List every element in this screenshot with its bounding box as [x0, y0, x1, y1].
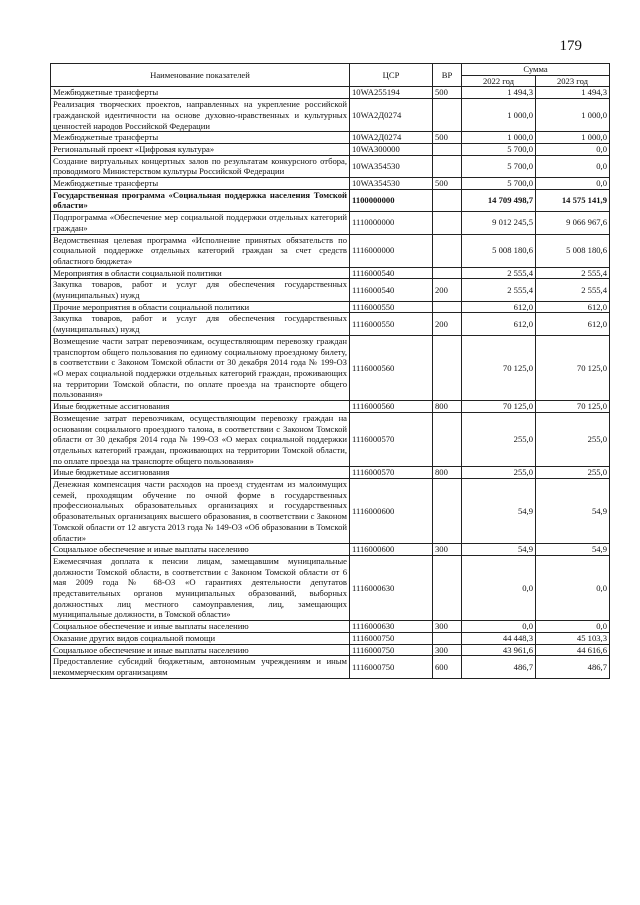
row-csr: 1100000000: [350, 189, 433, 211]
row-vr: 500: [433, 132, 462, 144]
table-row: [51, 155, 610, 177]
row-name: Закупка товаров, работ и услуг для обеспечения государственных (муниципальных) нужд: [51, 279, 350, 301]
row-vr: 200: [433, 313, 462, 335]
row-value-2022: 1 494,3: [462, 87, 536, 99]
row-vr: 600: [433, 656, 462, 678]
page-number: 179: [559, 38, 582, 54]
row-name: Реализация творческих проектов, направленных на укрепление российской гражданской идентичности на основе духовно-нравственных и культурных ценностей народов Российской Федерации: [51, 99, 350, 132]
row-value-2022: 255,0: [462, 412, 536, 467]
row-value-2023: 1 000,0: [536, 99, 610, 132]
row-name: Закупка товаров, работ и услуг для обеспечения государственных (муниципальных) нужд: [51, 313, 350, 335]
row-value-2023: 54,9: [536, 479, 610, 544]
row-vr: 500: [433, 87, 462, 99]
row-csr: 1116000750: [350, 644, 433, 656]
row-name: Социальное обеспечение и иные выплаты населению: [51, 544, 350, 556]
row-value-2022: 54,9: [462, 479, 536, 544]
row-value-2023: 0,0: [536, 178, 610, 190]
table-row: [51, 412, 610, 467]
row-vr: [433, 555, 462, 620]
row-name: Прочие мероприятия в области социальной политики: [51, 301, 350, 313]
table-row: [51, 401, 610, 413]
row-csr: 10WA2Д0274: [350, 99, 433, 132]
row-csr: 1116000600: [350, 544, 433, 556]
row-value-2023: 486,7: [536, 656, 610, 678]
table-row: [51, 467, 610, 479]
table-row: [51, 632, 610, 644]
row-name: Ежемесячная доплата к пенсии лицам, замещавшим муниципальные должности Томской области, в соответствии с Законом Томской области от 6 мая 2009 года № 68-ОЗ «О гарантиях деятельности депутатов представительных органов муниципальных образований, выборных должностных лиц местного самоуправления, лиц, замещающих муниципальные должности, в Томской области»: [51, 555, 350, 620]
row-name: Создание виртуальных концертных залов по результатам конкурсного отбора, проводимого Министерством культуры Российской Федерации: [51, 155, 350, 177]
header-year-2023: 2023 год: [536, 75, 610, 87]
row-name: Иные бюджетные ассигнования: [51, 467, 350, 479]
row-name: Денежная компенсация части расходов на проезд студентам из малоимущих семей, проходящим обучение по очной форме в государственных профессиональных образовательных организациях и государственных образовательных организациях высшего образования, в соответствии с Законом Томской области от 12 августа 2013 года № 149-ОЗ «Об образовании в Томской области»: [51, 479, 350, 544]
row-value-2023: 0,0: [536, 143, 610, 155]
row-csr: 10WA255194: [350, 87, 433, 99]
row-value-2023: 2 555,4: [536, 279, 610, 301]
row-value-2023: 612,0: [536, 313, 610, 335]
row-csr: 1116000570: [350, 467, 433, 479]
row-name: Межбюджетные трансферты: [51, 178, 350, 190]
table-row: [51, 189, 610, 211]
row-csr: 10WA354530: [350, 155, 433, 177]
table-row: [51, 178, 610, 190]
row-vr: 500: [433, 178, 462, 190]
row-value-2022: 70 125,0: [462, 335, 536, 400]
row-vr: [433, 267, 462, 279]
row-name: Мероприятия в области социальной политики: [51, 267, 350, 279]
row-value-2023: 255,0: [536, 467, 610, 479]
row-name: Региональный проект «Цифровая культура»: [51, 143, 350, 155]
row-value-2023: 9 066 967,6: [536, 212, 610, 234]
row-name: Подпрограмма «Обеспечение мер социальной поддержки отдельных категорий граждан»: [51, 212, 350, 234]
row-csr: 1116000750: [350, 656, 433, 678]
table-row: [51, 99, 610, 132]
header-csr: ЦСР: [350, 64, 433, 87]
row-csr: 1116000550: [350, 313, 433, 335]
row-name: Возмещение части затрат перевозчикам, осуществляющим перевозку граждан транспортом общего пользования по единому социальному проездному билету, в соответствии с Законом Томской области от 30 декабря 2014 года № 199-ОЗ «О мерах социальной поддержки отдельных категорий граждан, проживающих на территории Томской области, по оплате проезда на транспорте общего пользования»: [51, 335, 350, 400]
row-value-2022: 5 008 180,6: [462, 234, 536, 267]
row-value-2023: 44 616,6: [536, 644, 610, 656]
row-name: Оказание других видов социальной помощи: [51, 632, 350, 644]
row-value-2022: 14 709 498,7: [462, 189, 536, 211]
row-csr: 1116000550: [350, 301, 433, 313]
row-value-2022: 255,0: [462, 467, 536, 479]
row-csr: 10WA354530: [350, 178, 433, 190]
table-row: [51, 656, 610, 678]
row-vr: [433, 99, 462, 132]
row-value-2023: 612,0: [536, 301, 610, 313]
row-value-2022: 43 961,6: [462, 644, 536, 656]
table-row: [51, 335, 610, 400]
row-vr: [433, 155, 462, 177]
row-vr: [433, 143, 462, 155]
budget-table: [50, 63, 610, 679]
row-value-2022: 5 700,0: [462, 143, 536, 155]
row-name: Возмещение затрат перевозчикам, осуществляющим перевозку граждан на основании социального проездного талона, в соответствии с Законом Томской области от 30 декабря 2014 года № 199-ОЗ «О мерах социальной поддержки отдельных категорий граждан, проживающих на территории Томской области, по оплате проезда на транспорте общего пользования»: [51, 412, 350, 467]
row-value-2023: 0,0: [536, 621, 610, 633]
table-row: [51, 87, 610, 99]
row-vr: 300: [433, 644, 462, 656]
table-row: [51, 544, 610, 556]
table-row: [51, 267, 610, 279]
header-name: Наименование показателей: [51, 64, 350, 87]
row-name: Ведомственная целевая программа «Исполнение принятых обязательств по социальной поддержке отдельных категорий граждан за счет средств областного бюджета»: [51, 234, 350, 267]
row-vr: 300: [433, 544, 462, 556]
row-vr: [433, 212, 462, 234]
table-row: [51, 644, 610, 656]
row-csr: 10WA300000: [350, 143, 433, 155]
table-row: [51, 132, 610, 144]
row-value-2022: 486,7: [462, 656, 536, 678]
row-csr: 1116000630: [350, 555, 433, 620]
row-value-2022: 70 125,0: [462, 401, 536, 413]
row-value-2022: 54,9: [462, 544, 536, 556]
row-vr: 800: [433, 401, 462, 413]
row-value-2022: 0,0: [462, 621, 536, 633]
row-csr: 1110000000: [350, 212, 433, 234]
table-row: [51, 143, 610, 155]
row-value-2023: 45 103,3: [536, 632, 610, 644]
row-name: Государственная программа «Социальная поддержка населения Томской области»: [51, 189, 350, 211]
row-csr: 1116000540: [350, 279, 433, 301]
row-vr: [433, 632, 462, 644]
row-name: Социальное обеспечение и иные выплаты населению: [51, 621, 350, 633]
table-row: [51, 212, 610, 234]
row-value-2023: 255,0: [536, 412, 610, 467]
row-vr: [433, 234, 462, 267]
row-value-2023: 70 125,0: [536, 401, 610, 413]
table-row: [51, 279, 610, 301]
row-csr: 10WA2Д0274: [350, 132, 433, 144]
row-vr: [433, 301, 462, 313]
row-value-2023: 5 008 180,6: [536, 234, 610, 267]
row-name: Предоставление субсидий бюджетным, автономным учреждениям и иным некоммерческим организациям: [51, 656, 350, 678]
row-value-2022: 612,0: [462, 301, 536, 313]
table-row: [51, 555, 610, 620]
header-sum: Сумма: [462, 64, 610, 76]
row-value-2022: 2 555,4: [462, 267, 536, 279]
row-csr: 1116000570: [350, 412, 433, 467]
table-row: [51, 621, 610, 633]
row-value-2022: 0,0: [462, 555, 536, 620]
row-csr: 1116000540: [350, 267, 433, 279]
table-row: [51, 301, 610, 313]
row-csr: 1116000750: [350, 632, 433, 644]
row-name: Иные бюджетные ассигнования: [51, 401, 350, 413]
table-row: [51, 234, 610, 267]
row-value-2022: 1 000,0: [462, 99, 536, 132]
row-value-2023: 1 494,3: [536, 87, 610, 99]
row-value-2022: 612,0: [462, 313, 536, 335]
row-vr: [433, 335, 462, 400]
header-vr: ВР: [433, 64, 462, 87]
row-vr: [433, 412, 462, 467]
row-csr: 1116000600: [350, 479, 433, 544]
row-value-2023: 2 555,4: [536, 267, 610, 279]
table-row: [51, 479, 610, 544]
row-value-2023: 1 000,0: [536, 132, 610, 144]
row-value-2023: 0,0: [536, 155, 610, 177]
row-value-2022: 5 700,0: [462, 155, 536, 177]
row-name: Межбюджетные трансферты: [51, 87, 350, 99]
row-value-2023: 54,9: [536, 544, 610, 556]
row-vr: [433, 189, 462, 211]
row-name: Социальное обеспечение и иные выплаты населению: [51, 644, 350, 656]
row-value-2023: 0,0: [536, 555, 610, 620]
row-value-2022: 5 700,0: [462, 178, 536, 190]
row-value-2022: 9 012 245,5: [462, 212, 536, 234]
row-csr: 1116000000: [350, 234, 433, 267]
row-value-2023: 14 575 141,9: [536, 189, 610, 211]
row-vr: 200: [433, 279, 462, 301]
row-vr: 800: [433, 467, 462, 479]
header-year-2022: 2022 год: [462, 75, 536, 87]
row-value-2022: 2 555,4: [462, 279, 536, 301]
row-value-2023: 70 125,0: [536, 335, 610, 400]
row-name: Межбюджетные трансферты: [51, 132, 350, 144]
row-value-2022: 1 000,0: [462, 132, 536, 144]
row-csr: 1116000560: [350, 401, 433, 413]
row-csr: 1116000560: [350, 335, 433, 400]
row-vr: [433, 479, 462, 544]
row-value-2022: 44 448,3: [462, 632, 536, 644]
row-csr: 1116000630: [350, 621, 433, 633]
table-row: [51, 313, 610, 335]
row-vr: 300: [433, 621, 462, 633]
